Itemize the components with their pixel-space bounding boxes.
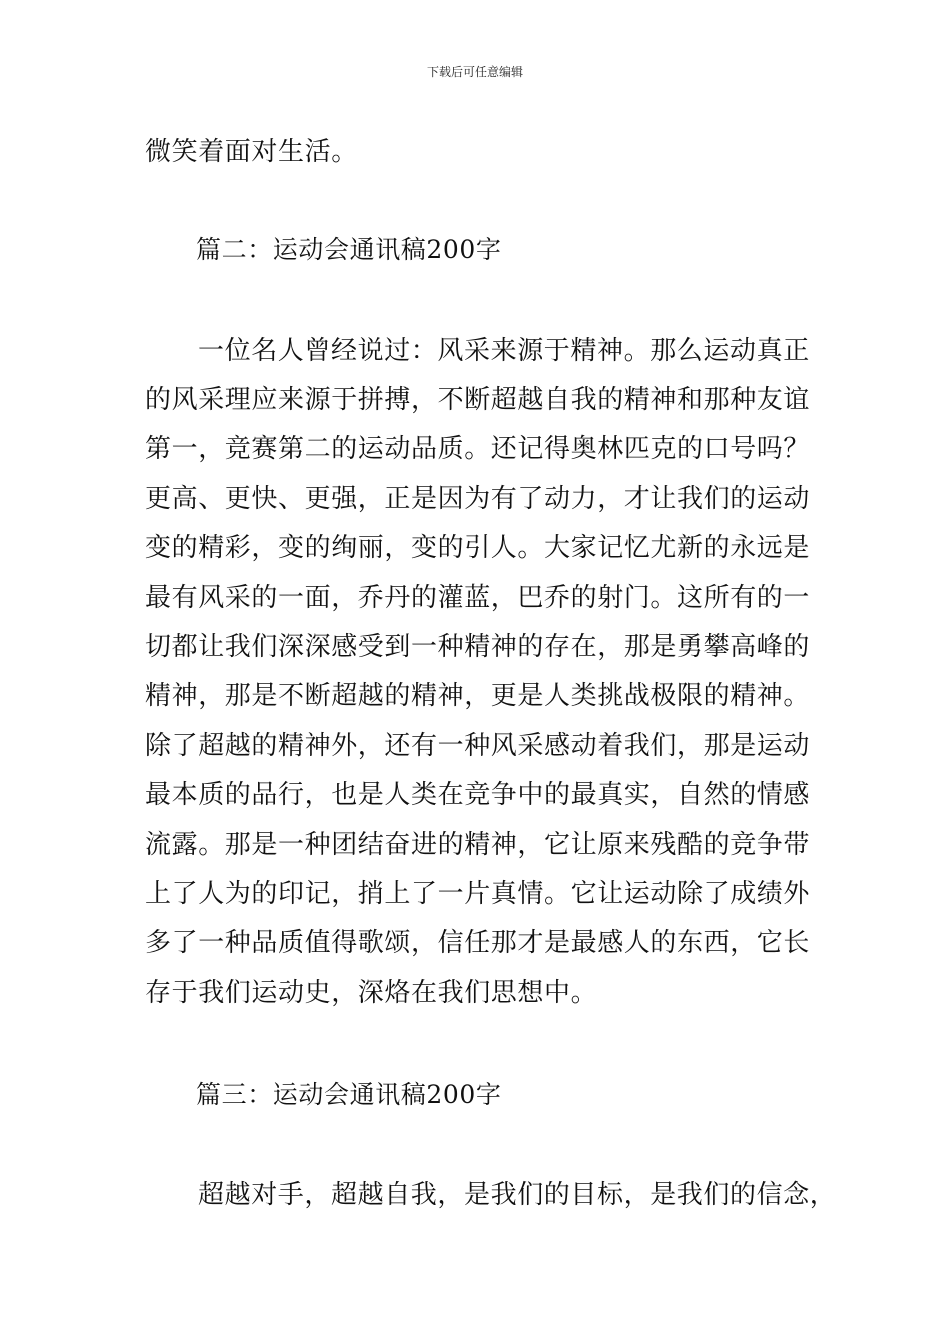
paragraph-line: 除了超越的精神外，还有一种风采感动着我们，那是运动 bbox=[145, 731, 811, 761]
paragraph-line: 精神，那是不断超越的精神，更是人类挑战极限的精神。 bbox=[145, 681, 811, 711]
page-header: 下载后可任意编辑 bbox=[426, 65, 523, 79]
paragraph-line: 切都让我们深深感受到一种精神的存在，那是勇攀高峰的 bbox=[145, 632, 811, 662]
paragraph-line: 的风采理应来源于拼搏，不断超越自我的精神和那种友谊 bbox=[145, 385, 811, 415]
paragraph-line: 更高、更快、更强，正是因为有了动力，才让我们的运动 bbox=[145, 484, 811, 514]
paragraph-line: 上了人为的印记，捎上了一片真情。它让运动除了成绩外 bbox=[145, 879, 811, 909]
section-heading: 篇二：运动会通讯稿200字 bbox=[196, 235, 502, 264]
paragraph-line: 多了一种品质值得歌颂，信任那才是最感人的东西，它长 bbox=[145, 928, 811, 958]
paragraph-line: 微笑着面对生活。 bbox=[145, 137, 358, 167]
paragraph-line: 流露。那是一种团结奋进的精神，它让原来残酷的竞争带 bbox=[145, 830, 811, 860]
paragraph-line: 最有风采的一面，乔丹的灌蓝，巴乔的射门。这所有的一 bbox=[145, 583, 811, 613]
paragraph-line: 存于我们运动史，深烙在我们思想中。 bbox=[145, 978, 598, 1008]
paragraph-line: 最本质的品行，也是人类在竞争中的最真实，自然的情感 bbox=[145, 780, 811, 810]
section-heading: 篇三：运动会通讯稿200字 bbox=[196, 1080, 502, 1109]
paragraph-line: 一位名人曾经说过：风采来源于精神。那么运动真正 bbox=[198, 336, 810, 366]
paragraph-line: 第一，竞赛第二的运动品质。还记得奥林匹克的口号吗？ bbox=[145, 434, 811, 464]
paragraph-line: 超越对手，超越自我，是我们的目标，是我们的信念， bbox=[198, 1180, 837, 1210]
paragraph-line: 变的精彩，变的绚丽，变的引人。大家记忆尤新的永远是 bbox=[145, 533, 811, 563]
